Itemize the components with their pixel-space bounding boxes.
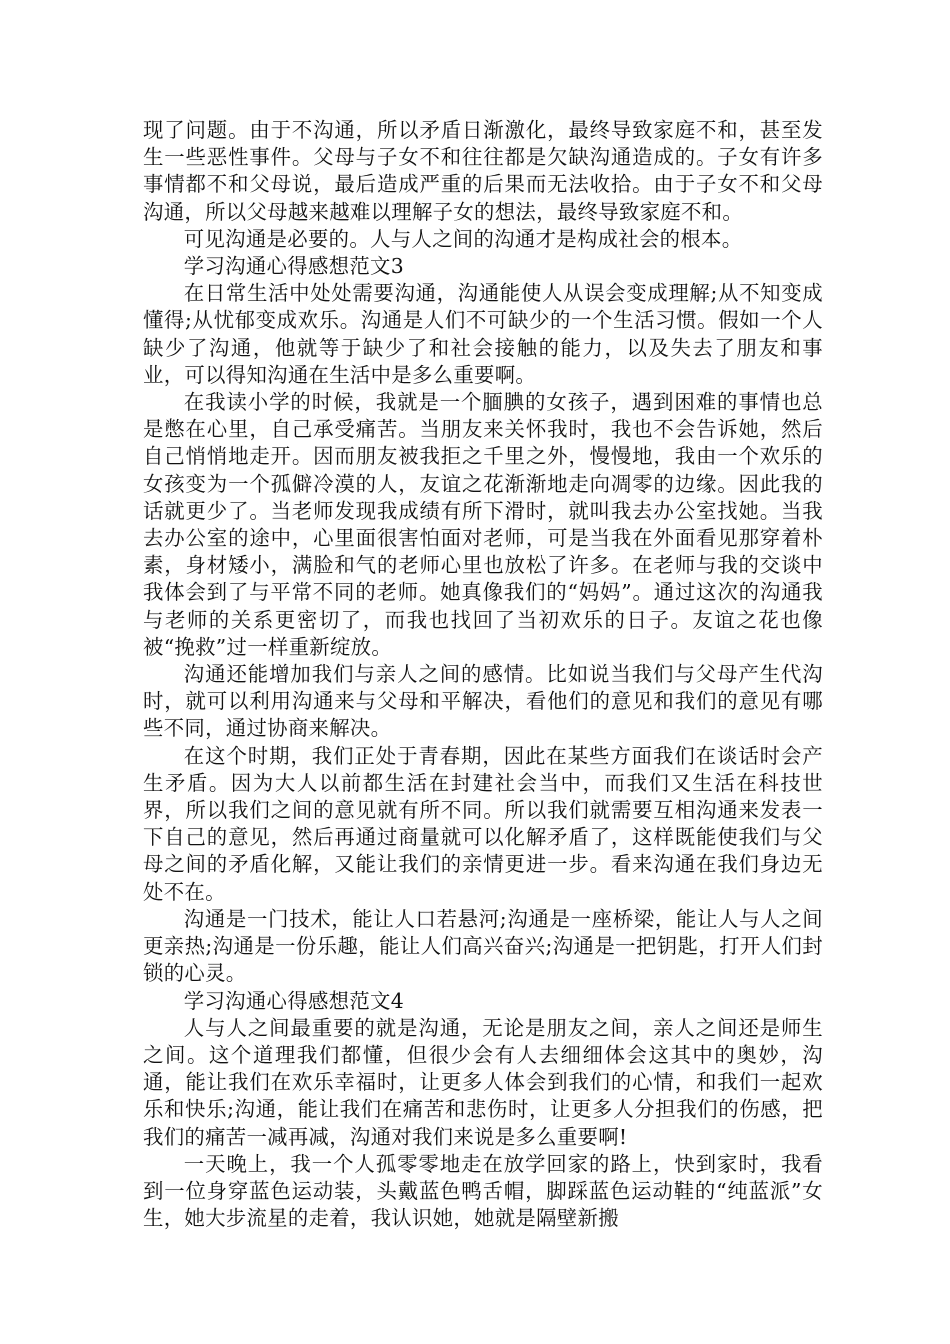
document-body xyxy=(143,117,823,1232)
section-heading-3: 学习沟通心得感想范文3 xyxy=(183,254,404,279)
paragraph-one-evening: 一天晚上，我一个人孤零零地走在放学回家的路上，快到家时，我看到一位身穿蓝色运动装，头戴蓝色鸭舌帽，脚踩蓝色运动鞋的“纯蓝派”女生，她大步流星的走着，我认识她，她就是隔壁新搬 xyxy=(143,1151,823,1231)
paragraph-primary-school: 在我读小学的时候，我就是一个腼腆的女孩子，遇到困难的事情也总是憋在心里，自己承受痛苦。当朋友来关怀我时，我也不会告诉她，然后自己悄悄地走开。因而朋友被我拒之千里之外，慢慢地，我由一个欢乐的女孩变为一个孤僻冷漠的人，友谊之花渐渐地走向凋零的边缘。因此我的话就更少了。当老师发现我成绩有所下滑时，就叫我去办公室找她。当我去办公室的途中，心里面很害怕面对老师，可是当我在外面看见那穿着朴素，身材矮小，满脸和气的老师心里也放松了许多。在老师与我的交谈中我体会到了与平常不同的老师。她真像我们的“妈妈”。通过这次的沟通我与老师的关系更密切了，而我也找回了当初欢乐的日子。友谊之花也像被“挽救”过一样重新绽放。 xyxy=(143,390,823,659)
section-heading-4: 学习沟通心得感想范文4 xyxy=(183,988,404,1013)
paragraph-metaphors: 沟通是一门技术，能让人口若悬河;沟通是一座桥梁，能让人与人之间更亲热;沟通是一份乐趣，能让人们高兴奋兴;沟通是一把钥匙，打开人们封锁的心灵。 xyxy=(143,906,823,986)
paragraph-communication-necessary: 可见沟通是必要的。人与人之间的沟通才是构成社会的根本。 xyxy=(183,226,743,251)
paragraph-importance: 人与人之间最重要的就是沟通，无论是朋友之间，亲人之间还是师生之间。这个道理我们都懂，但很少会有人去细细体会这其中的奥妙，沟通，能让我们在欢乐幸福时，让更多人体会到我们的心情，和我们一起欢乐和快乐;沟通，能让我们在痛苦和悲伤时，让更多人分担我们的伤感，把我们的痛苦一减再减，沟通对我们来说是多么重要啊! xyxy=(143,1015,823,1149)
paragraph-continued: 现了问题。由于不沟通，所以矛盾日渐激化，最终导致家庭不和，甚至发生一些恶性事件。父母与子女不和往往都是欠缺沟通造成的。子女有许多事情都不和父母说，最后造成严重的后果而无法收拾。由于子女不和父母沟通，所以父母越来越难以理解子女的想法，最终导致家庭不和。 xyxy=(143,118,823,224)
paragraph-daily-life: 在日常生活中处处需要沟通，沟通能使人从误会变成理解;从不知变成懂得;从忧郁变成欢乐。沟通是人们不可缺少的一个生活习惯。假如一个人缺少了沟通，他就等于缺少了和社会接触的能力，以及失去了朋友和事业，可以得知沟通在生活中是多么重要啊。 xyxy=(143,281,823,387)
paragraph-family-feelings: 沟通还能增加我们与亲人之间的感情。比如说当我们与父母产生代沟时，就可以利用沟通来与父母和平解决，看他们的意见和我们的意见有哪些不同，通过协商来解决。 xyxy=(143,662,823,741)
paragraph-adolescence: 在这个时期，我们正处于青春期，因此在某些方面我们在谈话时会产生矛盾。因为大人以前都生活在封建社会当中，而我们又生活在科技世界，所以我们之间的意见就有所不同。所以我们就需要互相沟通来发表一下自己的意见，然后再通过商量就可以化解矛盾了，这样既能使我们与父母之间的矛盾化解，又能让我们的亲情更进一步。看来沟通在我们身边无处不在。 xyxy=(143,743,823,904)
